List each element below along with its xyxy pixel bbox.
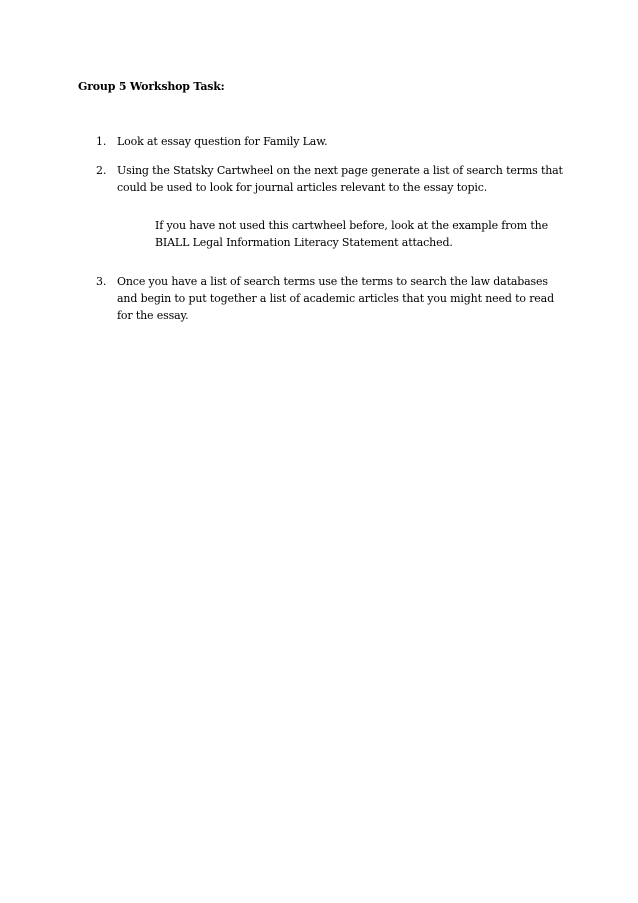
list-item-text: Look at essay question for Family Law. xyxy=(117,135,328,148)
document-heading: Group 5 Workshop Task: xyxy=(78,80,225,93)
list-item-text: Once you have a list of search terms use the terms to search the law databases and begin to put together a list of academic articles that you might need to read for the essay. xyxy=(117,275,554,322)
list-item-number: 2. xyxy=(96,164,107,177)
list-item-number: 1. xyxy=(96,135,107,148)
list-item-1 xyxy=(96,133,566,150)
list-item-number: 3. xyxy=(96,275,107,288)
cartwheel-note: If you have not used this cartwheel before, look at the example from the BIALL Legal Information Literacy Statement attached. xyxy=(155,219,548,249)
list-item-3 xyxy=(96,273,566,324)
list-item-text: Using the Statsky Cartwheel on the next page generate a list of search terms that could be used to look for journal articles relevant to the essay topic. xyxy=(117,164,563,194)
list-item-2 xyxy=(96,162,566,196)
